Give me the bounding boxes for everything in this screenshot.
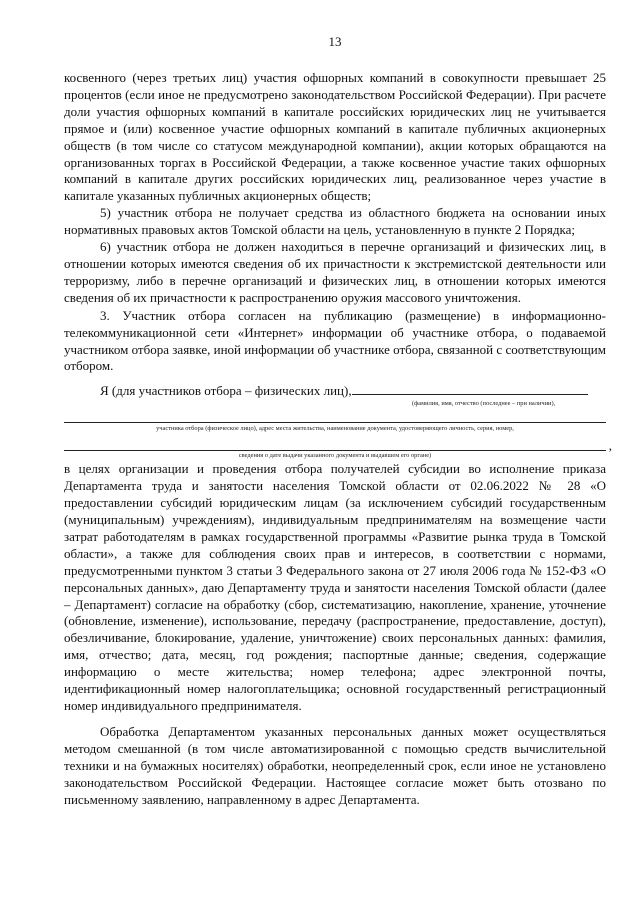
paragraph-offshore-continuation: косвенного (через третьих лиц) участия офшорных компаний в совокупности превышает 25 процентов (если иное не предусмотрено законодательством Российской Федерации). При расчете доли участия офшорных компаний в капитале российских юридических лиц не учитывается прямое и (или) косвенное участие офшорных компаний в капитале публичных акционерных обществ (в том числе со статусом международной компании), акции которых обращаются на организованных торгах в Российской Федерации, а также косвенное участие таких офшорных компаний в капитале других российских юридических лиц, реализованное через участие в капитале указанных публичных акционерных обществ; [64,70,606,204]
trailing-comma: , [608,438,612,454]
paragraph-item-3-publication-consent: 3. Участник отбора согласен на публикацию (размещение) в информационно-телекоммуникационной сети «Интернет» информации об участнике отбора, о подаваемой участником отбора заявке, иной информации об участнике отбора, связанной с соответствующим отбором. [64,307,606,374]
document-date-blank-line [64,438,612,454]
name-blank-line [352,382,588,395]
paragraph-item-5: 5) участник отбора не получает средства из областного бюджета на основании иных нормативных правовых актов Томской области на цель, установленную в пункте 2 Порядка; [64,205,606,238]
signature-intro-line [64,382,606,399]
note-document-issue: сведения о дате выдачи указанного документа и выдавшем его органе) [238,452,432,460]
paragraph-data-processing: Обработка Департаментом указанных персональных данных может осуществляться методом смешанной (в том числе автоматизированной с помощью средств вычислительной техники и на бумажных носителях) обработки, неопределенный срок, если иное не установлено законодательством Российской Федерации. Настоящее согласие может быть отозвано по письменному заявлению, направленному в адрес Департамента. [64,723,606,807]
address-blank-line [64,422,606,423]
signature-intro-text: Я (для участников отбора – физических лиц), [100,383,352,399]
paragraph-personal-data-consent: в целях организации и проведения отбора получателей субсидии во исполнение приказа Департамента труда и занятости населения Томской области от 02.06.2022 № 28 «О предоставлении субсидий юридическим лицам (за исключением субсидий государственным (муниципальным) учреждениям), индивидуальным предпринимателям на возмещение части затрат работодателям в рамках государственной программы «Развитие рынка труда в Томской области», а также для соблюдения своих прав и интересов, в соответствии с нормами, предусмотренными пунктом 3 статьи 3 Федерального закона от 27 июля 2006 года № 152-ФЗ «О персональных данных», даю Департаменту труда и занятости населения Томской области (далее – Департамент) согласие на обработку (сбор, систематизацию, накопление, хранение, уточнение (обновление, изменение), использование, передачу (распространение, предоставление, доступ), обезличивание, блокирование, удаление, уничтожение) своих персональных данных: фамилия, имя, отчество; дата, месяц, год рождения; паспортные данные; сведения, содержащие информацию о месте жительства; номер телефона; адрес электронной почты, идентификационный номер налогоплательщика; основной государственный регистрационный номер индивидуального предпринимателя. [64,461,606,713]
paragraph-item-6: 6) участник отбора не должен находиться в перечне организаций и физических лиц, в отношении которых имеются сведения об их причастности к экстремистской деятельности или терроризму, либо в перечне организаций и физических лиц, в отношении которых имеются сведения об их причастности к распространению оружия массового уничтожения. [64,239,606,305]
note-address-document: участника отбора (физическое лицо), адрес места жительства, наименование документа, удостоверяющего личность, серия, номер, [156,425,514,433]
page-number: 13 [328,34,342,49]
note-full-name: (фамилия, имя, отчество (последнее – при наличии), [412,400,556,408]
